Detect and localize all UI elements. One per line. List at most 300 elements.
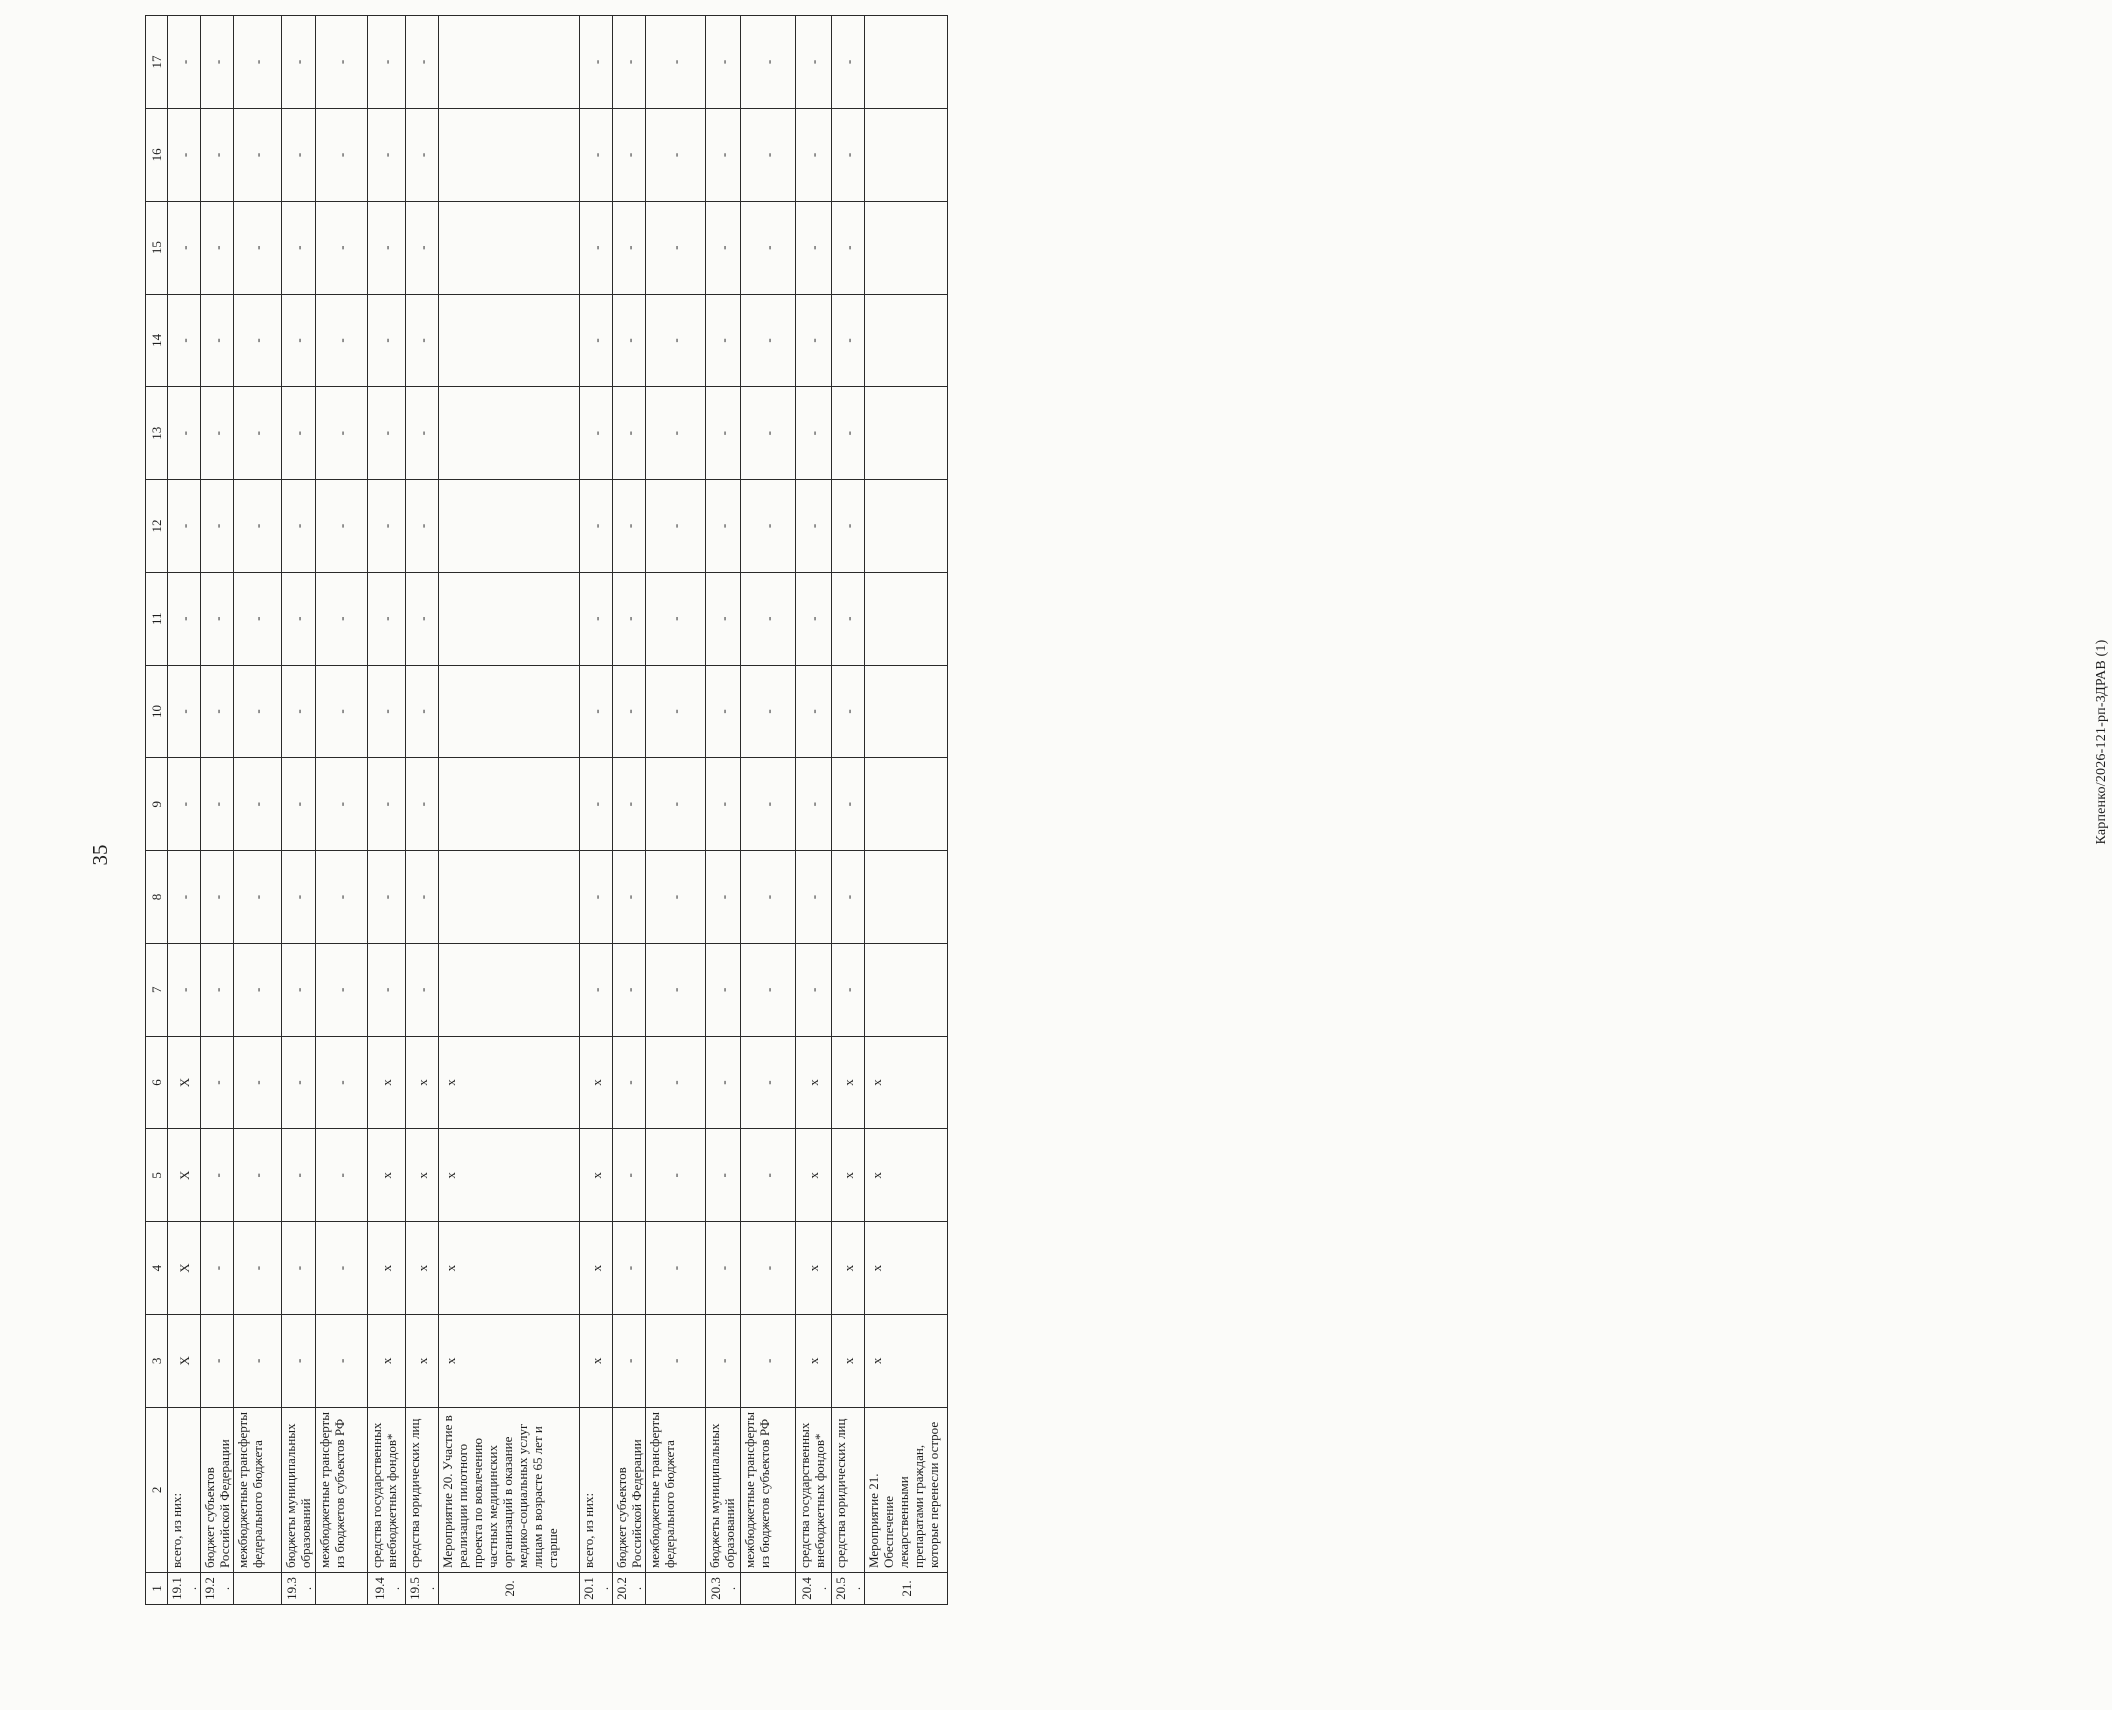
- table-cell: x: [406, 1036, 439, 1129]
- column-header-9: 9: [146, 758, 168, 851]
- table-row: [706, 16, 741, 1605]
- table-cell: -: [406, 294, 439, 387]
- table-cell: -: [368, 109, 406, 202]
- table-cell: [439, 480, 580, 573]
- table-cell: -: [406, 758, 439, 851]
- table-cell: -: [406, 943, 439, 1036]
- table-cell: -: [201, 294, 234, 387]
- table-cell: -: [706, 1222, 741, 1315]
- table-cell: -: [646, 16, 706, 109]
- table-cell: -: [316, 16, 368, 109]
- table-cell: -: [796, 480, 832, 573]
- row-label: межбюджетные трансферты федерального бюджета: [646, 1407, 706, 1572]
- table-cell: -: [741, 109, 796, 202]
- table-cell: -: [613, 480, 646, 573]
- table-cell: -: [613, 1314, 646, 1407]
- table-cell: -: [741, 387, 796, 480]
- table-cell: [865, 109, 948, 202]
- table-cell: -: [368, 572, 406, 665]
- table-cell: -: [832, 480, 865, 573]
- row-number: 19.3.: [282, 1573, 316, 1605]
- table-row: [741, 16, 796, 1605]
- table-cell: -: [741, 851, 796, 944]
- column-header-2: 2: [146, 1407, 168, 1572]
- column-header-4: 4: [146, 1222, 168, 1315]
- table-cell: -: [646, 758, 706, 851]
- table-cell: -: [168, 16, 201, 109]
- row-number: 20.5.: [832, 1573, 865, 1605]
- table-cell: -: [201, 201, 234, 294]
- column-header-16: 16: [146, 109, 168, 202]
- table-cell: -: [201, 1036, 234, 1129]
- table-cell: -: [282, 758, 316, 851]
- table-cell: -: [613, 1129, 646, 1222]
- table-cell: -: [706, 387, 741, 480]
- row-number: 20.: [439, 1573, 580, 1605]
- row-label: межбюджетные трансферты федерального бюджета: [234, 1407, 282, 1572]
- table-cell: -: [613, 1222, 646, 1315]
- page-number: 35: [88, 844, 112, 866]
- table-cell: [439, 758, 580, 851]
- column-header-5: 5: [146, 1129, 168, 1222]
- table-cell: -: [613, 1036, 646, 1129]
- row-number: 19.1.: [168, 1573, 201, 1605]
- table-cell: -: [168, 758, 201, 851]
- table-cell: -: [832, 665, 865, 758]
- table-cell: x: [406, 1222, 439, 1315]
- table-cell: -: [580, 665, 613, 758]
- table-cell: -: [406, 109, 439, 202]
- table-cell: -: [234, 16, 282, 109]
- table-cell: -: [796, 758, 832, 851]
- table-row: [234, 16, 282, 1605]
- table-cell: -: [368, 851, 406, 944]
- table-cell: -: [741, 1036, 796, 1129]
- row-number: 20.2.: [613, 1573, 646, 1605]
- table-cell: -: [234, 572, 282, 665]
- table-cell: -: [613, 387, 646, 480]
- row-label: Мероприятие 20. Участие в реализации пилотного проекта по вовлечению частных медицинских организаций в оказание медико-социальных услуг лицам в возрасте 65 лет и старше: [439, 1407, 580, 1572]
- table-cell: x: [796, 1314, 832, 1407]
- table-cell: -: [201, 480, 234, 573]
- table-row: [796, 16, 832, 1605]
- row-number: 20.3.: [706, 1573, 741, 1605]
- table-cell: -: [368, 294, 406, 387]
- table-cell: -: [316, 851, 368, 944]
- row-label: бюджет субъектов Российской Федерации: [201, 1407, 234, 1572]
- row-label: бюджеты муниципальных образований: [706, 1407, 741, 1572]
- table-cell: -: [796, 201, 832, 294]
- table-cell: -: [706, 758, 741, 851]
- table-cell: x: [368, 1129, 406, 1222]
- table-row: [316, 16, 368, 1605]
- table-cell: -: [168, 201, 201, 294]
- table-cell: -: [316, 943, 368, 1036]
- table-cell: -: [168, 294, 201, 387]
- table-cell: -: [234, 1314, 282, 1407]
- table-cell: -: [613, 572, 646, 665]
- table-cell: -: [741, 572, 796, 665]
- row-number: 19.4.: [368, 1573, 406, 1605]
- table-cell: -: [832, 572, 865, 665]
- table-cell: -: [368, 201, 406, 294]
- table-cell: -: [706, 1314, 741, 1407]
- column-header-17: 17: [146, 16, 168, 109]
- row-number: 20.4.: [796, 1573, 832, 1605]
- table-cell: [439, 851, 580, 944]
- table-cell: [439, 109, 580, 202]
- row-number: [741, 1573, 796, 1605]
- table-cell: x: [439, 1129, 580, 1222]
- table-cell: [865, 294, 948, 387]
- table-cell: -: [613, 16, 646, 109]
- table-cell: -: [316, 109, 368, 202]
- table-cell: -: [406, 201, 439, 294]
- table-cell: -: [201, 943, 234, 1036]
- table-cell: -: [201, 665, 234, 758]
- row-number: [316, 1573, 368, 1605]
- table-cell: -: [706, 851, 741, 944]
- table-cell: -: [368, 480, 406, 573]
- table-cell: -: [706, 294, 741, 387]
- table-cell: -: [282, 480, 316, 573]
- table-cell: -: [646, 109, 706, 202]
- table-cell: -: [646, 480, 706, 573]
- table-cell: -: [613, 758, 646, 851]
- column-header-11: 11: [146, 572, 168, 665]
- row-label: средства государственных внебюджетных фондов*: [368, 1407, 406, 1572]
- table-cell: -: [234, 758, 282, 851]
- table-cell: -: [168, 665, 201, 758]
- column-header-15: 15: [146, 201, 168, 294]
- table-cell: -: [646, 851, 706, 944]
- table-cell: -: [234, 851, 282, 944]
- table-cell: -: [168, 943, 201, 1036]
- table-cell: -: [613, 109, 646, 202]
- table-cell: x: [865, 1036, 948, 1129]
- column-header-13: 13: [146, 387, 168, 480]
- table-cell: -: [706, 943, 741, 1036]
- table-cell: -: [368, 943, 406, 1036]
- table-cell: -: [316, 1222, 368, 1315]
- table-cell: -: [368, 387, 406, 480]
- table-cell: -: [234, 1129, 282, 1222]
- table-cell: -: [832, 294, 865, 387]
- table-cell: -: [406, 851, 439, 944]
- table-cell: -: [741, 665, 796, 758]
- table-cell: -: [406, 16, 439, 109]
- row-number: 19.5.: [406, 1573, 439, 1605]
- table-cell: -: [706, 480, 741, 573]
- row-label: всего, из них:: [580, 1407, 613, 1572]
- table-cell: x: [439, 1222, 580, 1315]
- table-cell: -: [282, 294, 316, 387]
- table-cell: x: [580, 1129, 613, 1222]
- table-cell: -: [201, 16, 234, 109]
- table-cell: -: [646, 294, 706, 387]
- row-label: всего, из них:: [168, 1407, 201, 1572]
- table-cell: -: [706, 201, 741, 294]
- table-cell: -: [741, 16, 796, 109]
- table-cell: -: [168, 109, 201, 202]
- table-cell: -: [741, 294, 796, 387]
- row-number: 21.: [865, 1573, 948, 1605]
- table-cell: -: [706, 1036, 741, 1129]
- table-cell: -: [741, 1314, 796, 1407]
- table-row: [168, 16, 201, 1605]
- row-number: [234, 1573, 282, 1605]
- table-cell: X: [168, 1222, 201, 1315]
- financing-table: [145, 15, 1095, 1605]
- table-cell: -: [406, 572, 439, 665]
- table-cell: x: [439, 1314, 580, 1407]
- table-cell: -: [580, 851, 613, 944]
- table-cell: [865, 201, 948, 294]
- table-cell: -: [646, 1036, 706, 1129]
- table-cell: -: [282, 665, 316, 758]
- table-cell: [439, 572, 580, 665]
- table-cell: -: [706, 572, 741, 665]
- table-row: [646, 16, 706, 1605]
- table-cell: -: [741, 201, 796, 294]
- table-cell: -: [613, 201, 646, 294]
- table-cell: X: [168, 1314, 201, 1407]
- table-cell: x: [368, 1036, 406, 1129]
- table-cell: -: [832, 109, 865, 202]
- table-cell: -: [201, 1314, 234, 1407]
- table-cell: -: [201, 109, 234, 202]
- table-cell: -: [796, 943, 832, 1036]
- table-cell: [865, 943, 948, 1036]
- table-cell: -: [646, 387, 706, 480]
- table-cell: -: [646, 665, 706, 758]
- table-cell: -: [580, 943, 613, 1036]
- table-cell: -: [168, 572, 201, 665]
- table-cell: -: [741, 1129, 796, 1222]
- row-label: бюджеты муниципальных образований: [282, 1407, 316, 1572]
- table-cell: -: [706, 109, 741, 202]
- table-cell: -: [646, 943, 706, 1036]
- table-row: [406, 16, 439, 1605]
- table-cell: -: [201, 758, 234, 851]
- column-header-12: 12: [146, 480, 168, 573]
- table-row: [613, 16, 646, 1605]
- table-cell: -: [580, 572, 613, 665]
- table-cell: -: [796, 387, 832, 480]
- table-row: [865, 16, 948, 1605]
- table-cell: -: [580, 201, 613, 294]
- table-cell: -: [234, 109, 282, 202]
- table-cell: -: [832, 758, 865, 851]
- table-cell: -: [796, 294, 832, 387]
- table-cell: [865, 572, 948, 665]
- table-row: [201, 16, 234, 1605]
- table-cell: x: [580, 1314, 613, 1407]
- table-cell: -: [201, 1129, 234, 1222]
- table-cell: x: [368, 1314, 406, 1407]
- table-cell: [865, 16, 948, 109]
- table-cell: x: [796, 1129, 832, 1222]
- table-cell: -: [316, 1129, 368, 1222]
- table-cell: -: [201, 851, 234, 944]
- table-cell: -: [613, 943, 646, 1036]
- table-cell: [439, 201, 580, 294]
- table-cell: -: [316, 294, 368, 387]
- table-cell: -: [234, 201, 282, 294]
- row-label: межбюджетные трансферты из бюджетов субъектов РФ: [741, 1407, 796, 1572]
- table-cell: x: [580, 1222, 613, 1315]
- table-cell: -: [368, 665, 406, 758]
- table-cell: -: [234, 387, 282, 480]
- table-cell: -: [580, 109, 613, 202]
- table-cell: x: [865, 1222, 948, 1315]
- table-cell: x: [580, 1036, 613, 1129]
- table-cell: -: [316, 758, 368, 851]
- table-cell: -: [796, 16, 832, 109]
- table-cell: -: [316, 201, 368, 294]
- table-cell: -: [796, 665, 832, 758]
- table-cell: X: [168, 1129, 201, 1222]
- table-cell: -: [282, 1222, 316, 1315]
- table-cell: -: [406, 665, 439, 758]
- row-number: 19.2.: [201, 1573, 234, 1605]
- table-cell: -: [613, 851, 646, 944]
- table-cell: -: [580, 758, 613, 851]
- table-cell: [439, 387, 580, 480]
- table-cell: -: [282, 1129, 316, 1222]
- table-cell: -: [234, 943, 282, 1036]
- table-cell: -: [234, 1036, 282, 1129]
- table-cell: -: [201, 572, 234, 665]
- table-cell: -: [580, 294, 613, 387]
- table-cell: x: [865, 1129, 948, 1222]
- column-header-3: 3: [146, 1314, 168, 1407]
- table-cell: -: [282, 572, 316, 665]
- table-cell: -: [282, 109, 316, 202]
- table-cell: x: [796, 1036, 832, 1129]
- table-cell: x: [832, 1129, 865, 1222]
- table-cell: -: [706, 1129, 741, 1222]
- table-cell: x: [832, 1314, 865, 1407]
- row-label: средства государственных внебюджетных фондов*: [796, 1407, 832, 1572]
- table-cell: x: [832, 1036, 865, 1129]
- table-cell: -: [282, 943, 316, 1036]
- table-cell: -: [282, 16, 316, 109]
- column-header-8: 8: [146, 851, 168, 944]
- table-cell: [439, 16, 580, 109]
- table-cell: -: [234, 480, 282, 573]
- table-cell: -: [796, 851, 832, 944]
- column-header-14: 14: [146, 294, 168, 387]
- table-cell: -: [282, 1036, 316, 1129]
- table-cell: x: [796, 1222, 832, 1315]
- table-cell: -: [282, 387, 316, 480]
- table-cell: x: [368, 1222, 406, 1315]
- table-row: [832, 16, 865, 1605]
- table-cell: -: [741, 480, 796, 573]
- table-cell: -: [580, 16, 613, 109]
- table-cell: -: [316, 1314, 368, 1407]
- table-cell: -: [706, 665, 741, 758]
- table-cell: -: [646, 1314, 706, 1407]
- table-cell: [865, 480, 948, 573]
- table-cell: -: [613, 294, 646, 387]
- column-header-1: 1: [146, 1573, 168, 1605]
- table-cell: X: [168, 1036, 201, 1129]
- table-cell: -: [316, 387, 368, 480]
- table-cell: -: [234, 1222, 282, 1315]
- table-cell: -: [168, 480, 201, 573]
- table-cell: -: [368, 758, 406, 851]
- row-number: 20.1.: [580, 1573, 613, 1605]
- table-cell: x: [832, 1222, 865, 1315]
- table-cell: -: [832, 387, 865, 480]
- table-cell: [865, 665, 948, 758]
- table-cell: -: [234, 294, 282, 387]
- table-cell: -: [832, 943, 865, 1036]
- table-cell: -: [832, 16, 865, 109]
- table-cell: -: [316, 480, 368, 573]
- table-cell: -: [316, 665, 368, 758]
- table-cell: -: [646, 201, 706, 294]
- table-cell: [865, 851, 948, 944]
- row-number: [646, 1573, 706, 1605]
- table-cell: -: [406, 387, 439, 480]
- table-cell: -: [282, 201, 316, 294]
- table-cell: -: [282, 1314, 316, 1407]
- table-cell: x: [406, 1129, 439, 1222]
- table-cell: [439, 943, 580, 1036]
- row-label: межбюджетные трансферты из бюджетов субъектов РФ: [316, 1407, 368, 1572]
- table-cell: [439, 665, 580, 758]
- table-cell: -: [282, 851, 316, 944]
- table-row: [368, 16, 406, 1605]
- table-cell: -: [168, 387, 201, 480]
- table-cell: -: [368, 16, 406, 109]
- table-cell: -: [580, 480, 613, 573]
- table-cell: -: [234, 665, 282, 758]
- column-header-7: 7: [146, 943, 168, 1036]
- table-cell: [865, 387, 948, 480]
- table-cell: x: [439, 1036, 580, 1129]
- table-cell: -: [832, 851, 865, 944]
- row-label: бюджет субъектов Российской Федерации: [613, 1407, 646, 1572]
- header-row: [146, 16, 168, 1605]
- table-cell: -: [201, 387, 234, 480]
- table-row: [580, 16, 613, 1605]
- financing-grid: [145, 15, 948, 1605]
- table-cell: -: [832, 201, 865, 294]
- table-cell: -: [580, 387, 613, 480]
- row-label: Мероприятие 21. Обеспечение лекарственными препаратами граждан, которые перенесли острое: [865, 1407, 948, 1572]
- table-cell: -: [316, 1036, 368, 1129]
- table-cell: -: [646, 1222, 706, 1315]
- table-cell: -: [168, 851, 201, 944]
- table-cell: -: [316, 572, 368, 665]
- table-cell: [865, 758, 948, 851]
- table-row: [282, 16, 316, 1605]
- table-cell: -: [741, 1222, 796, 1315]
- table-cell: -: [201, 1222, 234, 1315]
- column-header-6: 6: [146, 1036, 168, 1129]
- table-cell: [439, 294, 580, 387]
- table-cell: -: [706, 16, 741, 109]
- table-cell: -: [646, 1129, 706, 1222]
- table-cell: -: [406, 480, 439, 573]
- table-row: [439, 16, 580, 1605]
- document-code: Карпенко/2026-121-рп-ЗДРАВ (1): [2094, 639, 2109, 845]
- table-cell: -: [796, 572, 832, 665]
